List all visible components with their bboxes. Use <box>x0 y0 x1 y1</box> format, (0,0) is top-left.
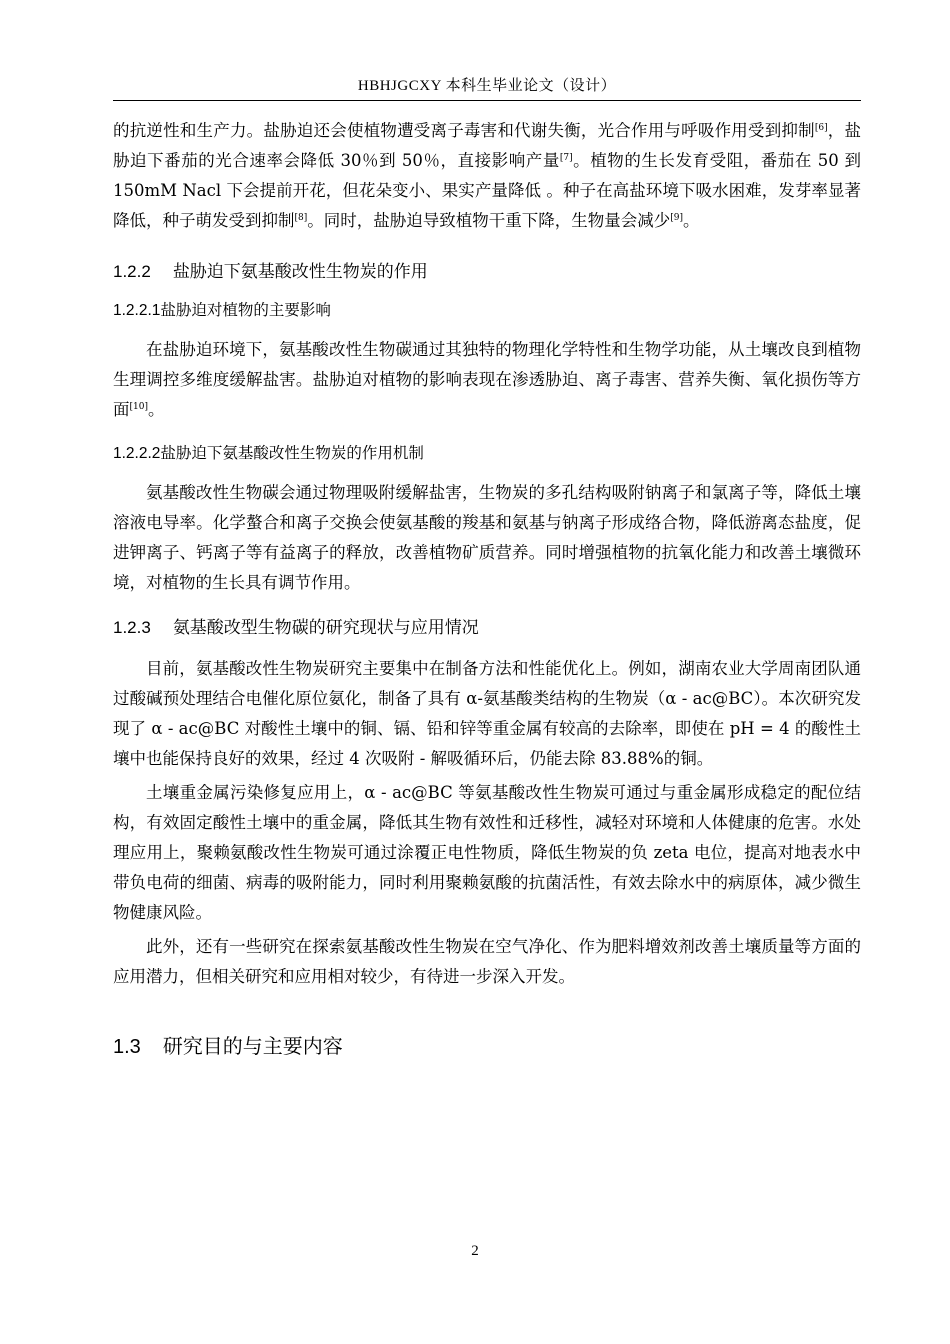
section-title: 研究目的与主要内容 <box>162 1034 343 1058</box>
citation-9: [9] <box>670 213 683 223</box>
section-title: 盐胁迫下氨基酸改性生物炭的作用 <box>172 262 428 282</box>
citation-7: [7] <box>559 153 573 163</box>
section-number: 1.2.2.2 <box>113 445 161 462</box>
section-heading-1-2-2-1 <box>113 298 861 323</box>
section-heading-1-2-2 <box>113 260 861 284</box>
intro-text-5: 。 <box>683 211 700 230</box>
section-number: 1.3 <box>113 1036 141 1058</box>
citation-8: [8] <box>294 213 308 223</box>
paragraph-other-research: 此外，还有一些研究在探索氨基酸改性生物炭在空气净化、作为肥料增效剂改善土壤质量等方面的应用潜力，但相关研究和应用相对较少，有待进一步深入开发。 <box>113 937 861 986</box>
running-header: HBHJGCXY 本科生毕业论文（设计） <box>357 78 617 94</box>
paragraph-salt-stress-effects <box>113 335 861 425</box>
paragraph-text: 在盐胁迫环境下，氨基酸改性生物碳通过其独特的物理化学特性和生物学功能，从土壤改良到植物生理调控多维度缓解盐害。盐胁迫对植物的影响表现在渗透胁迫、离子毒害、营养失衡、氧化损伤等方面 <box>113 340 861 419</box>
page-content <box>113 116 861 1061</box>
intro-paragraph <box>113 116 861 236</box>
intro-text-2: ，盐胁迫下番茄的光合速率会降低 30％到 50％，直接影响产量 <box>113 121 862 170</box>
section-title: 盐胁迫下氨基酸改性生物炭的作用机制 <box>160 444 424 462</box>
intro-text-1: 的抗逆性和生产力。盐胁迫还会使植物遭受离子毒害和代谢失衡，光合作用与呼吸作用受到抑制 <box>113 121 815 140</box>
paragraph-applications: 土壤重金属污染修复应用上，α - ac@BC 等氨基酸改性生物炭可通过与重金属形成稳定的配位结构，有效固定酸性土壤中的重金属，降低其生物有效性和迁移性，减轻对环境和人体健康的危害。水处理应用上，聚赖氨酸改性生物炭可通过涂覆正电性物质，降低生物炭的负 zeta 电位，提高对地表水中带负电荷的细菌、病毒的吸附能力，同时利用聚赖氨酸的抗菌活性，有效去除水中的病原体，减少微生物健康风险。 <box>113 783 861 922</box>
paragraph-mechanism: 氨基酸改性生物碳会通过物理吸附缓解盐害，生物炭的多孔结构吸附钠离子和氯离子等，降低土壤溶液电导率。化学螯合和离子交换会使氨基酸的羧基和氨基与钠离子形成络合物，降低游离态盐度，促进钾离子、钙离子等有益离子的释放，改善植物矿质营养。同时增强植物的抗氧化能力和改善土壤微环境，对植物的生长具有调节作用。 <box>113 483 861 592</box>
page-number: 2 <box>471 1243 479 1259</box>
intro-text-3: 。植物的生长发育受阻，番茄在 50 到 150mM Nacl 下会提前开花，但花朵变小、果实产量降低 。种子在高盐环境下吸水困难，发芽率显著降低，种子萌发受到抑制 <box>113 151 861 230</box>
section-number: 1.2.3 <box>113 618 151 637</box>
paragraph-research-status: 目前，氨基酸改性生物炭研究主要集中在制备方法和性能优化上。例如，湖南农业大学周南团队通过酸碱预处理结合电催化原位氨化，制备了具有 α-氨基酸类结构的生物炭（α - ac@BC）。本次研究发现了 α - ac@BC 对酸性土壤中的铜、镉、铅和锌等重金属有较高的去除率，即使在 pH = 4 的酸性土壤中也能保持良好的效果，经过 4 次吸附 - 解吸循环后，仍能去除 83.88%的铜。 <box>113 659 861 768</box>
section-heading-1-2-2-2 <box>113 441 861 466</box>
section-title: 氨基酸改型生物碳的研究现状与应用情况 <box>172 618 479 638</box>
section-number: 1.2.2 <box>113 262 151 281</box>
section-title: 盐胁迫对植物的主要影响 <box>160 301 331 319</box>
header-divider <box>113 100 861 101</box>
citation-6: [6] <box>814 123 828 133</box>
paragraph-text-end: 。 <box>147 400 165 419</box>
citation-10: [10] <box>129 402 148 412</box>
section-heading-1-3 <box>113 1032 861 1061</box>
intro-text-4: 。同时，盐胁迫导致植物干重下降，生物量会减少 <box>307 211 671 230</box>
section-heading-1-2-3 <box>113 616 861 640</box>
section-number: 1.2.2.1 <box>113 302 161 319</box>
